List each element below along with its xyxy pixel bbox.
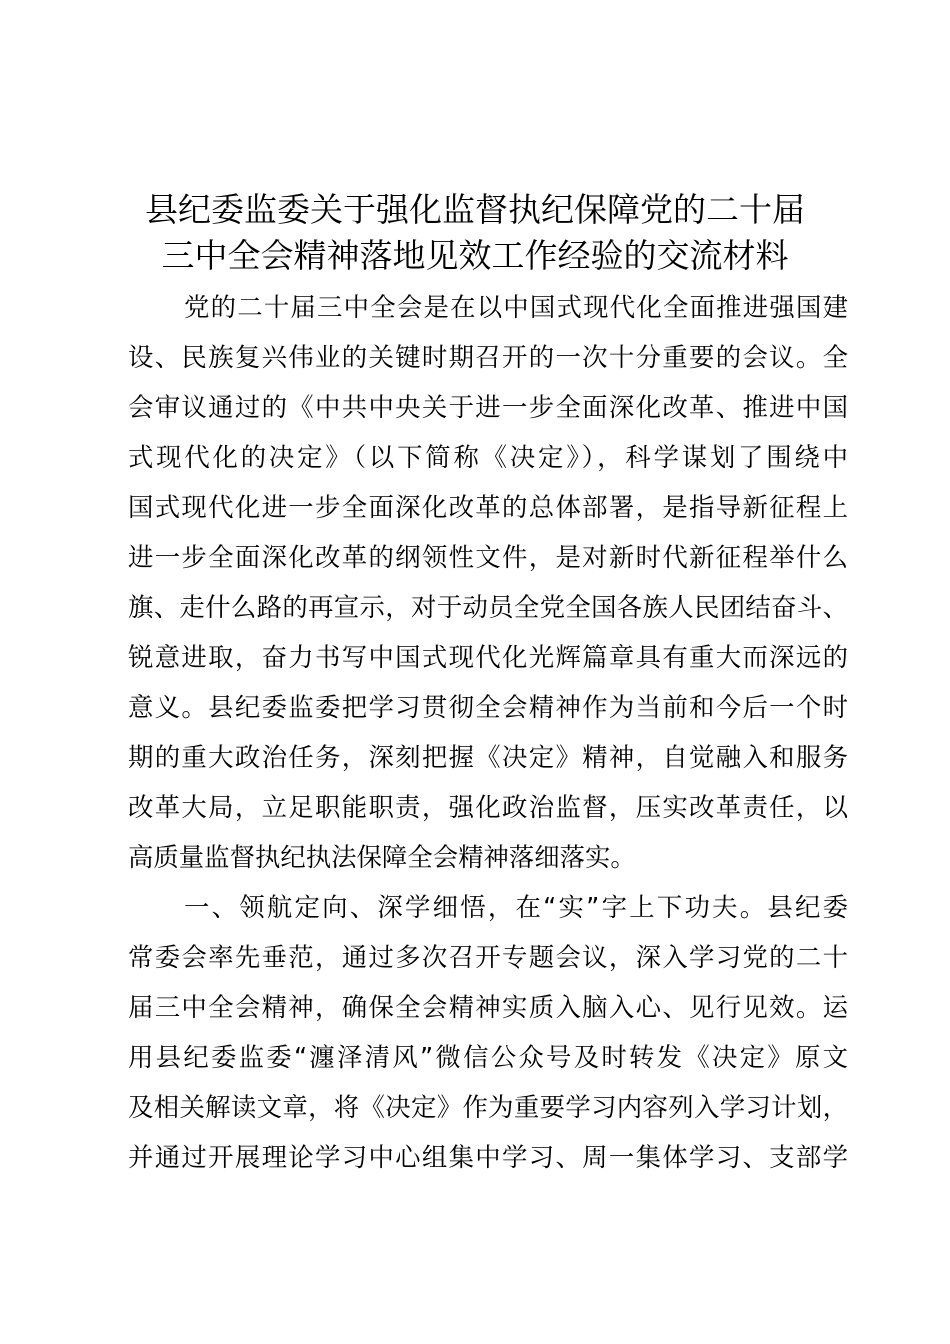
- paragraph-line: 会审议通过的《中共中央关于进一步全面深化改革、推进中国: [128, 392, 848, 422]
- paragraph-line: 式现代化的决定》（以下简称《决定》），科学谋划了围绕中: [128, 442, 848, 472]
- paragraph-line: 设、民族复兴伟业的关键时期召开的一次十分重要的会议。全: [128, 342, 848, 372]
- paragraph-line: 及相关解读文章，将《决定》作为重要学习内容列入学习计划，: [128, 1092, 848, 1122]
- paragraph-line: 进一步全面深化改革的纲领性文件，是对新时代新征程举什么: [128, 542, 848, 572]
- paragraph-line: 高质量监督执纪执法保障全会精神落细落实。: [128, 842, 636, 872]
- paragraph-line: 意义。县纪委监委把学习贯彻全会精神作为当前和今后一个时: [128, 692, 848, 722]
- paragraph-line: 党的二十届三中全会是在以中国式现代化全面推进强国建: [184, 292, 848, 322]
- paragraph-line: 用县纪委监委“瀍泽清风”微信公众号及时转发《决定》原文: [128, 1042, 848, 1072]
- paragraph-line: 国式现代化进一步全面深化改革的总体部署，是指导新征程上: [128, 492, 848, 522]
- paragraph-line: 期的重大政治任务，深刻把握《决定》精神，自觉融入和服务: [128, 742, 848, 772]
- paragraph-line: 常委会率先垂范，通过多次召开专题会议，深入学习党的二十: [128, 942, 848, 972]
- paragraph-line: 一、领航定向、深学细悟，在“实”字上下功夫。县纪委: [184, 892, 848, 922]
- paragraph-line: 旗、走什么路的再宣示，对于动员全党全国各族人民团结奋斗、: [128, 592, 848, 622]
- paragraph-line: 锐意进取，奋力书写中国式现代化光辉篇章具有重大而深远的: [128, 642, 848, 672]
- paragraph-line: 并通过开展理论学习中心组集中学习、周一集体学习、支部学: [128, 1142, 848, 1172]
- document-title-line-2: 三中全会精神落地见效工作经验的交流材料: [161, 236, 789, 275]
- document-title-line-1: 县纪委监委关于强化监督执纪保障党的二十届: [145, 190, 805, 229]
- paragraph-line: 改革大局，立足职能职责，强化政治监督，压实改革责任，以: [128, 792, 848, 822]
- paragraph-line: 届三中全会精神，确保全会精神实质入脑入心、见行见效。运: [128, 992, 848, 1022]
